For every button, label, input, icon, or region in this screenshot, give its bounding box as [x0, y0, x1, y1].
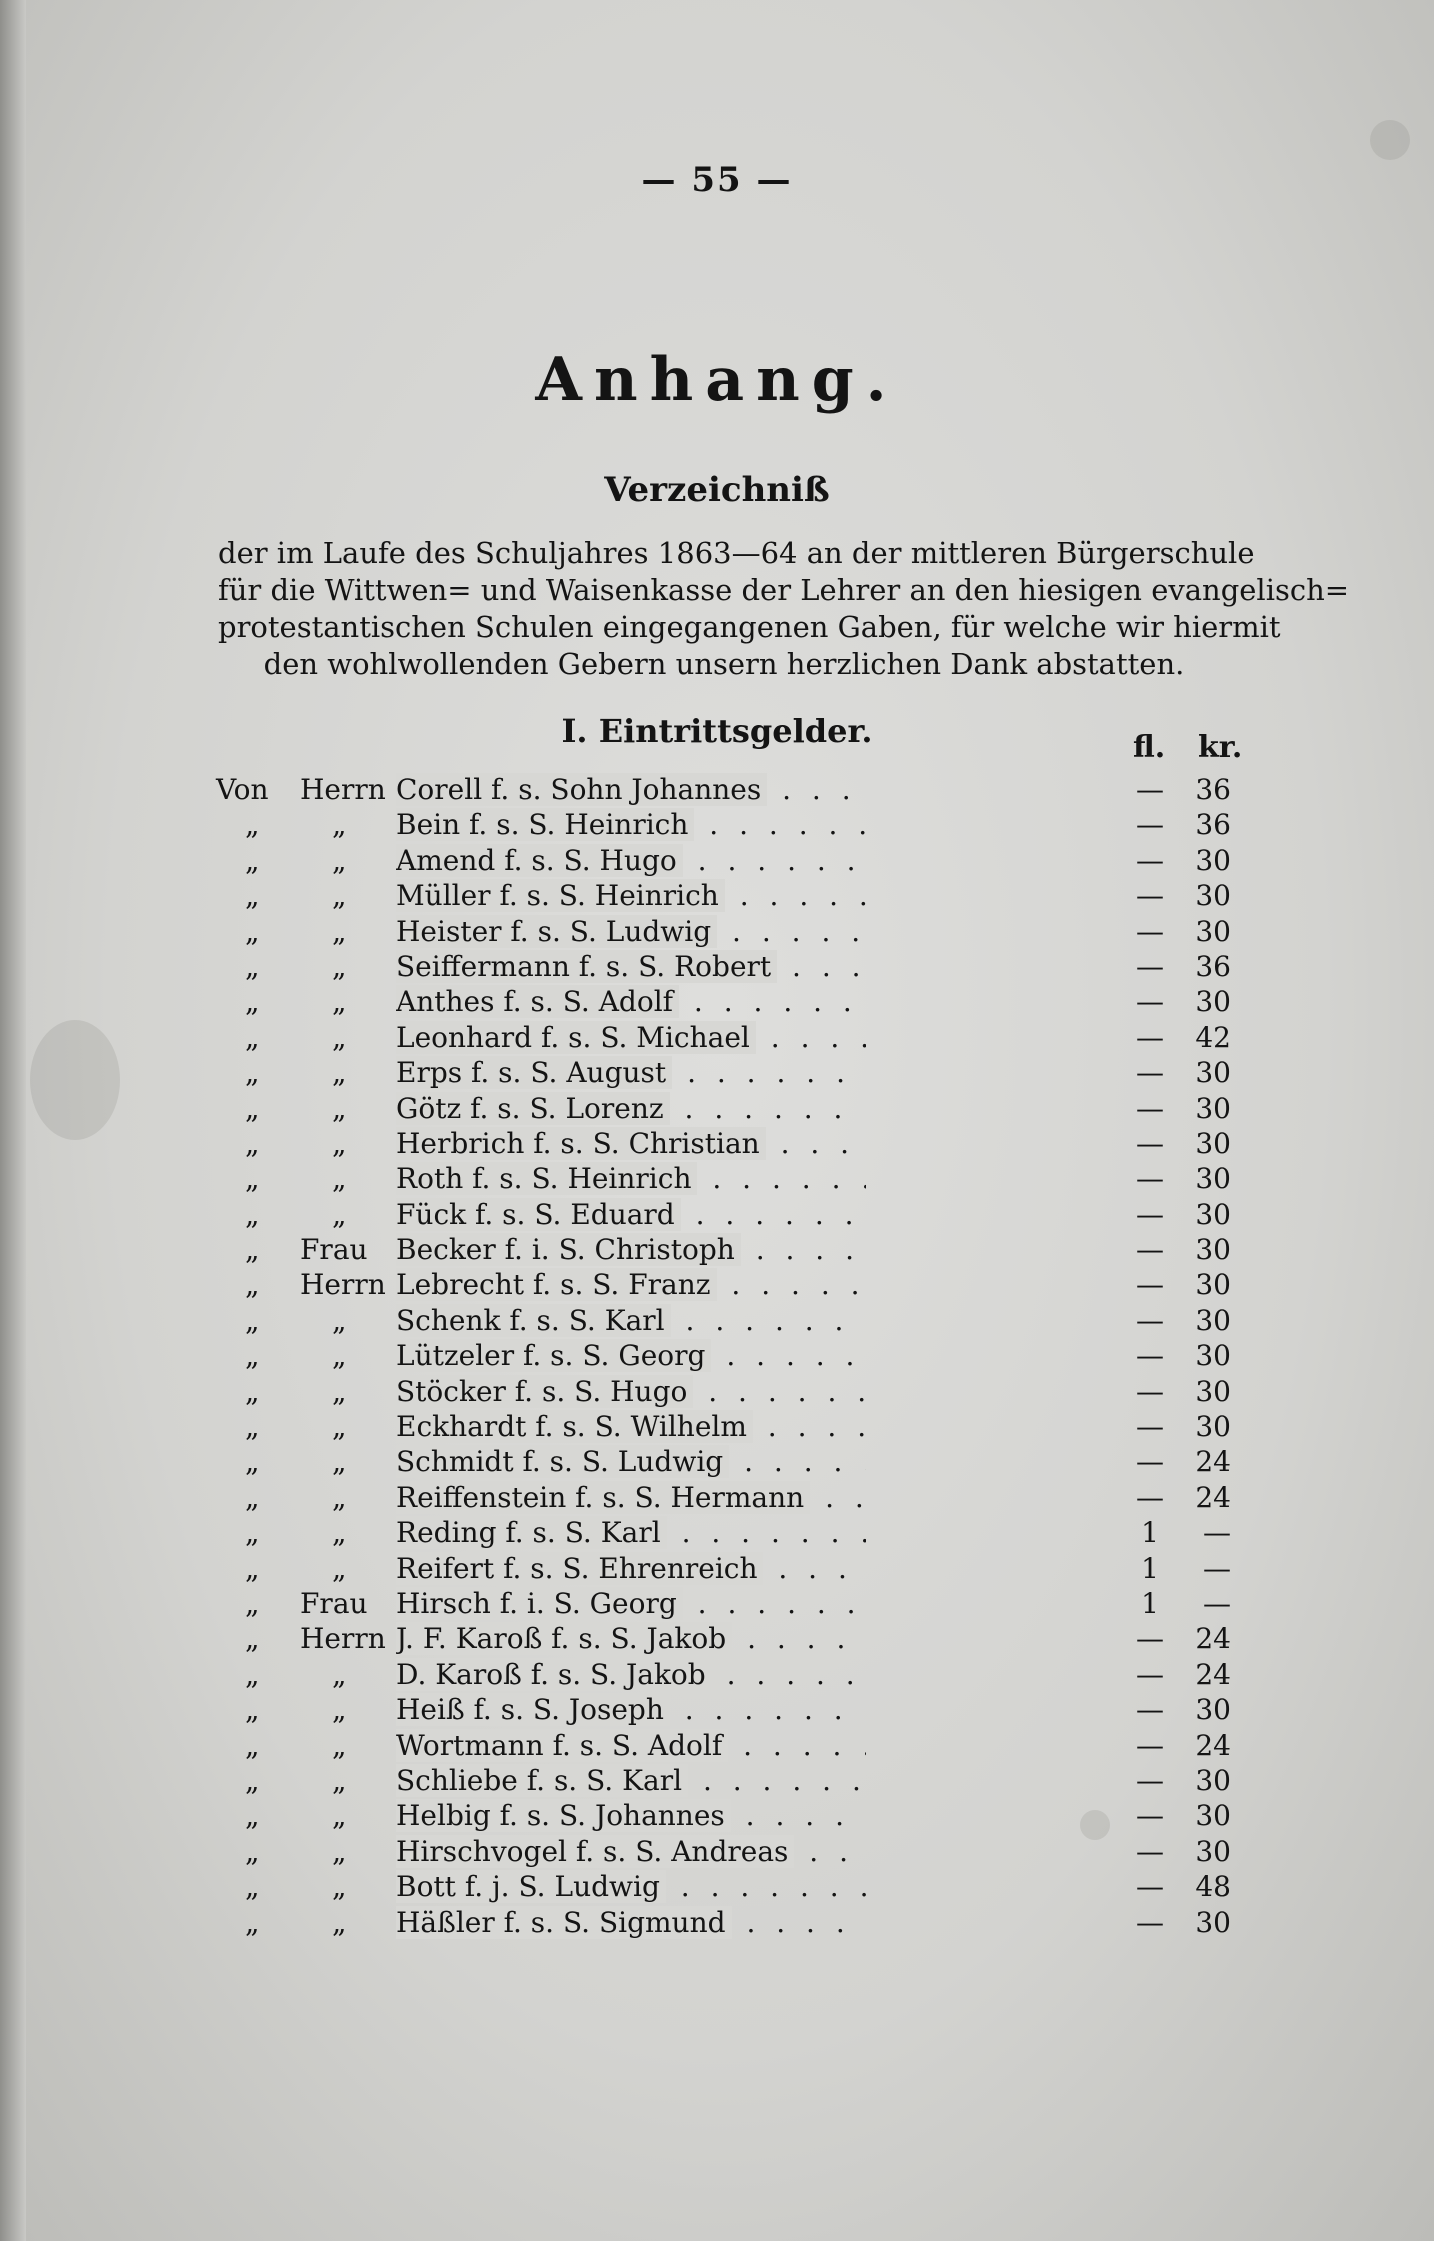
table-row	[0, 1161, 1434, 1196]
donor-name-cell	[396, 1480, 866, 1515]
column-header-gulden: fl.	[1133, 730, 1166, 765]
donor-name: Herbrich f. s. S. Christian	[396, 1127, 766, 1160]
table-row	[0, 772, 1434, 807]
donor-name: Heiß f. s. S. Joseph	[396, 1693, 670, 1726]
section-title: I. Eintrittsgelder.	[561, 712, 873, 750]
gulden-cell: —	[1136, 1162, 1164, 1196]
gulden-cell: —	[1136, 1339, 1164, 1373]
donor-name: Roth f. s. S. Heinrich	[396, 1162, 697, 1195]
table-row	[0, 1763, 1434, 1798]
kreuzer-cell: 30	[1195, 985, 1231, 1019]
donor-name: Schmidt f. s. S. Ludwig	[396, 1445, 729, 1478]
table-row	[0, 1905, 1434, 1940]
gulden-cell: —	[1136, 1056, 1164, 1090]
donor-name-cell	[396, 1267, 866, 1302]
title-cell: „	[332, 1480, 347, 1514]
donor-name: Wortmann f. s. S. Adolf	[396, 1729, 728, 1762]
gulden-cell: —	[1136, 949, 1164, 983]
title-cell: Frau	[300, 1586, 368, 1620]
kreuzer-cell: 24	[1195, 1622, 1231, 1656]
donor-name: Schenk f. s. S. Karl	[396, 1304, 671, 1337]
gulden-cell: —	[1136, 914, 1164, 948]
donor-name: Stöcker f. s. S. Hugo	[396, 1375, 693, 1408]
title-cell: „	[332, 1056, 347, 1090]
donor-name-cell	[396, 843, 866, 878]
donor-name-cell	[396, 1692, 866, 1727]
donor-name: Bein f. s. S. Heinrich	[396, 808, 694, 841]
kreuzer-cell: 30	[1195, 1763, 1231, 1797]
donor-name: Reifert f. s. S. Ehrenreich	[396, 1552, 763, 1585]
kreuzer-cell: 30	[1195, 1303, 1231, 1337]
prefix-cell: „	[245, 1445, 260, 1479]
gulden-cell: —	[1136, 773, 1164, 806]
donor-name-cell	[396, 1551, 866, 1586]
table-row	[0, 1267, 1434, 1302]
title-cell: „	[332, 1693, 347, 1727]
title-cell: „	[332, 1516, 347, 1550]
donor-name: Lebrecht f. s. S. Franz	[396, 1268, 717, 1301]
table-row	[0, 1480, 1434, 1515]
prefix-cell: „	[245, 1763, 260, 1797]
kreuzer-cell: 30	[1195, 1410, 1231, 1444]
donor-name: Helbig f. s. S. Johannes	[396, 1799, 731, 1832]
table-row	[0, 1728, 1434, 1763]
donor-name-cell	[396, 1374, 866, 1409]
title-cell: „	[332, 1657, 347, 1691]
prefix-cell: „	[245, 1091, 260, 1125]
gulden-cell: —	[1136, 879, 1164, 913]
donor-name: Reiffenstein f. s. S. Hermann	[396, 1481, 810, 1514]
donor-name-cell	[396, 807, 866, 842]
prefix-cell: „	[245, 1728, 260, 1762]
title-cell: „	[332, 808, 347, 842]
kreuzer-cell: 36	[1195, 949, 1231, 983]
donor-name-cell	[396, 1763, 866, 1798]
kreuzer-cell: 24	[1195, 1480, 1231, 1514]
title-cell: „	[332, 1799, 347, 1833]
table-row	[0, 1232, 1434, 1267]
gulden-cell: —	[1136, 1870, 1164, 1904]
prefix-cell: Von	[216, 773, 269, 806]
kreuzer-cell: 30	[1195, 1799, 1231, 1833]
donor-name-cell	[396, 1055, 866, 1090]
donor-name: Hirsch f. i. S. Georg	[396, 1587, 683, 1620]
table-row	[0, 1338, 1434, 1373]
gulden-cell: —	[1136, 1233, 1164, 1267]
prefix-cell: „	[245, 1303, 260, 1337]
gulden-cell: —	[1136, 843, 1164, 877]
prefix-cell: „	[245, 808, 260, 842]
table-row	[0, 1515, 1434, 1550]
kreuzer-cell: 24	[1195, 1445, 1231, 1479]
kreuzer-cell: 24	[1195, 1728, 1231, 1762]
table-row	[0, 1197, 1434, 1232]
donor-name-cell	[396, 1657, 866, 1692]
prefix-cell: „	[245, 1870, 260, 1904]
title-cell: „	[332, 1834, 347, 1868]
kreuzer-cell: 30	[1195, 1268, 1231, 1302]
table-row	[0, 1091, 1434, 1126]
prefix-cell: „	[245, 1516, 260, 1550]
prefix-cell: „	[245, 879, 260, 913]
prefix-cell: „	[245, 1551, 260, 1585]
table-row	[0, 1020, 1434, 1055]
donor-name-cell	[396, 1338, 866, 1373]
kreuzer-cell: 30	[1195, 1339, 1231, 1373]
kreuzer-cell: 30	[1195, 843, 1231, 877]
kreuzer-cell: 30	[1195, 1905, 1231, 1939]
donor-name-cell	[396, 949, 866, 984]
kreuzer-cell: 30	[1195, 1091, 1231, 1125]
kreuzer-cell: —	[1203, 1516, 1231, 1550]
donor-name: Müller f. s. S. Heinrich	[396, 879, 725, 912]
donor-name: Bott f. j. S. Ludwig	[396, 1870, 666, 1903]
title-cell: „	[332, 1905, 347, 1939]
prefix-cell: „	[245, 1020, 260, 1054]
kreuzer-cell: 30	[1195, 1197, 1231, 1231]
table-row	[0, 1621, 1434, 1656]
intro-line: für die Wittwen= und Waisenkasse der Lehrer an den hiesigen evangelisch=	[218, 573, 1350, 607]
prefix-cell: „	[245, 1056, 260, 1090]
donor-name-cell	[396, 1020, 866, 1055]
table-row	[0, 1374, 1434, 1409]
kreuzer-cell: 30	[1195, 1126, 1231, 1160]
gulden-cell: —	[1136, 1834, 1164, 1868]
intro-paragraph	[218, 535, 1350, 683]
donor-name: Amend f. s. S. Hugo	[396, 844, 683, 877]
title-cell: „	[332, 1374, 347, 1408]
donor-name-cell	[396, 1232, 866, 1267]
title-cell: „	[332, 1197, 347, 1231]
prefix-cell: „	[245, 1268, 260, 1302]
intro-line: der im Laufe des Schuljahres 1863—64 an der mittleren Bürgerschule	[218, 536, 1255, 570]
list-subtitle: Verzeichniß	[604, 470, 830, 510]
donor-name: Schliebe f. s. S. Karl	[396, 1764, 688, 1797]
kreuzer-cell: 48	[1195, 1870, 1231, 1904]
prefix-cell: „	[245, 1126, 260, 1160]
donor-name: Seiffermann f. s. S. Robert	[396, 950, 777, 983]
page-number: — 55 —	[641, 160, 793, 200]
title-cell: „	[332, 985, 347, 1019]
gulden-cell: —	[1136, 1197, 1164, 1231]
paper-stain	[1370, 120, 1410, 160]
table-row	[0, 843, 1434, 878]
intro-line: den wohlwollenden Gebern unsern herzlichen Dank abstatten.	[263, 647, 1185, 681]
gulden-cell: —	[1136, 1799, 1164, 1833]
title-cell: „	[332, 1870, 347, 1904]
table-row	[0, 878, 1434, 913]
title-cell: „	[332, 879, 347, 913]
kreuzer-cell: 24	[1195, 1657, 1231, 1691]
donor-name: Leonhard f. s. S. Michael	[396, 1021, 756, 1054]
gulden-cell: —	[1136, 808, 1164, 842]
donor-name-cell	[396, 1091, 866, 1126]
table-row	[0, 984, 1434, 1019]
gulden-cell: —	[1136, 1410, 1164, 1444]
prefix-cell: „	[245, 1834, 260, 1868]
donor-name-cell	[396, 1444, 866, 1479]
table-row	[0, 1551, 1434, 1586]
donor-name-cell	[396, 984, 866, 1019]
donor-name: Heister f. s. S. Ludwig	[396, 915, 717, 948]
column-header-kreuzer: kr.	[1198, 730, 1243, 765]
kreuzer-cell: 30	[1195, 1693, 1231, 1727]
table-row	[0, 807, 1434, 842]
donor-name-cell	[396, 1409, 866, 1444]
table-row	[0, 1586, 1434, 1621]
donor-name-cell	[396, 1586, 866, 1621]
prefix-cell: „	[245, 843, 260, 877]
donor-name-cell	[396, 1126, 866, 1161]
gulden-cell: —	[1136, 1091, 1164, 1125]
donor-name-cell	[396, 1728, 866, 1763]
table-row	[0, 1303, 1434, 1338]
donor-name-cell	[396, 1161, 866, 1196]
title-cell: Frau	[300, 1233, 368, 1267]
title-cell: „	[332, 949, 347, 983]
donor-name-cell	[396, 914, 866, 949]
donor-name-cell	[396, 1515, 866, 1550]
prefix-cell: „	[245, 914, 260, 948]
table-row	[0, 1798, 1434, 1833]
donor-name-cell	[396, 1834, 866, 1869]
donor-name: Eckhardt f. s. S. Wilhelm	[396, 1410, 753, 1443]
gulden-cell: —	[1136, 985, 1164, 1019]
prefix-cell: „	[245, 985, 260, 1019]
title-cell: „	[332, 1126, 347, 1160]
donor-name: Hirschvogel f. s. S. Andreas	[396, 1835, 794, 1868]
kreuzer-cell: 30	[1195, 1374, 1231, 1408]
donor-name-cell	[396, 1303, 866, 1338]
prefix-cell: „	[245, 1233, 260, 1267]
gulden-cell: —	[1136, 1763, 1164, 1797]
title-cell: „	[332, 1551, 347, 1585]
donor-name-cell	[396, 1905, 866, 1940]
gulden-cell: —	[1136, 1445, 1164, 1479]
gulden-cell: —	[1136, 1374, 1164, 1408]
title-cell: Herrn	[300, 1622, 386, 1656]
title-cell: „	[332, 843, 347, 877]
table-row	[0, 1409, 1434, 1444]
table-row	[0, 1055, 1434, 1090]
gulden-cell: —	[1136, 1303, 1164, 1337]
table-row	[0, 1834, 1434, 1869]
kreuzer-cell: 42	[1195, 1020, 1231, 1054]
gulden-cell: —	[1136, 1693, 1164, 1727]
donor-name: Anthes f. s. S. Adolf	[396, 985, 679, 1018]
title-cell: „	[332, 1728, 347, 1762]
table-row	[0, 949, 1434, 984]
donor-name-cell	[396, 1621, 866, 1656]
prefix-cell: „	[245, 1657, 260, 1691]
title-cell: „	[332, 1339, 347, 1373]
title-cell: „	[332, 914, 347, 948]
donor-name-cell	[396, 1197, 866, 1232]
donor-name: Häßler f. s. S. Sigmund	[396, 1906, 732, 1939]
gulden-cell: —	[1136, 1480, 1164, 1514]
kreuzer-cell: 30	[1195, 1233, 1231, 1267]
prefix-cell: „	[245, 1480, 260, 1514]
donor-name: Götz f. s. S. Lorenz	[396, 1092, 670, 1125]
title-cell: „	[332, 1303, 347, 1337]
kreuzer-cell: 36	[1195, 808, 1231, 842]
gulden-cell: —	[1136, 1657, 1164, 1691]
donation-list	[0, 772, 1434, 1940]
prefix-cell: „	[245, 1410, 260, 1444]
table-row	[0, 1869, 1434, 1904]
kreuzer-cell: 30	[1195, 1162, 1231, 1196]
donor-name: Fück f. s. S. Eduard	[396, 1198, 681, 1231]
table-row	[0, 914, 1434, 949]
gulden-cell: —	[1136, 1126, 1164, 1160]
title-cell: „	[332, 1162, 347, 1196]
gulden-cell: 1	[1141, 1586, 1159, 1620]
table-row	[0, 1657, 1434, 1692]
kreuzer-cell: —	[1203, 1586, 1231, 1620]
prefix-cell: „	[245, 1799, 260, 1833]
gulden-cell: 1	[1141, 1551, 1159, 1585]
donor-name: D. Karoß f. s. S. Jakob	[396, 1658, 712, 1691]
title-cell: „	[332, 1445, 347, 1479]
donor-name: Corell f. s. Sohn Johannes	[396, 773, 767, 806]
kreuzer-cell: —	[1203, 1551, 1231, 1585]
prefix-cell: „	[245, 1339, 260, 1373]
kreuzer-cell: 30	[1195, 1834, 1231, 1868]
prefix-cell: „	[245, 1197, 260, 1231]
kreuzer-cell: 36	[1195, 773, 1231, 806]
prefix-cell: „	[245, 949, 260, 983]
donor-name-cell	[396, 878, 866, 913]
gulden-cell: —	[1136, 1622, 1164, 1656]
title-cell: „	[332, 1091, 347, 1125]
prefix-cell: „	[245, 1162, 260, 1196]
gulden-cell: —	[1136, 1905, 1164, 1939]
gulden-cell: —	[1136, 1728, 1164, 1762]
donor-name: Lützeler f. s. S. Georg	[396, 1339, 711, 1372]
kreuzer-cell: 30	[1195, 914, 1231, 948]
title-cell: Herrn	[300, 1268, 386, 1302]
donor-name-cell	[396, 772, 866, 807]
title-cell: Herrn	[300, 773, 386, 806]
table-row	[0, 1444, 1434, 1479]
gulden-cell: —	[1136, 1268, 1164, 1302]
prefix-cell: „	[245, 1622, 260, 1656]
kreuzer-cell: 30	[1195, 879, 1231, 913]
title-cell: „	[332, 1763, 347, 1797]
gulden-cell: —	[1136, 1020, 1164, 1054]
prefix-cell: „	[245, 1693, 260, 1727]
prefix-cell: „	[245, 1374, 260, 1408]
table-row	[0, 1692, 1434, 1727]
donor-name-cell	[396, 1798, 866, 1833]
donor-name: Erps f. s. S. August	[396, 1056, 672, 1089]
intro-line: protestantischen Schulen eingegangenen Gaben, für welche wir hiermit	[218, 610, 1281, 644]
title-cell: „	[332, 1020, 347, 1054]
donor-name-cell	[396, 1869, 866, 1904]
donor-name: Becker f. i. S. Christoph	[396, 1233, 741, 1266]
kreuzer-cell: 30	[1195, 1056, 1231, 1090]
page-title: Anhang.	[535, 345, 899, 415]
title-cell: „	[332, 1410, 347, 1444]
table-row	[0, 1126, 1434, 1161]
gulden-cell: 1	[1141, 1516, 1159, 1550]
donor-name: Reding f. s. S. Karl	[396, 1516, 667, 1549]
prefix-cell: „	[245, 1905, 260, 1939]
donor-name: J. F. Karoß f. s. S. Jakob	[396, 1622, 732, 1655]
prefix-cell: „	[245, 1586, 260, 1620]
